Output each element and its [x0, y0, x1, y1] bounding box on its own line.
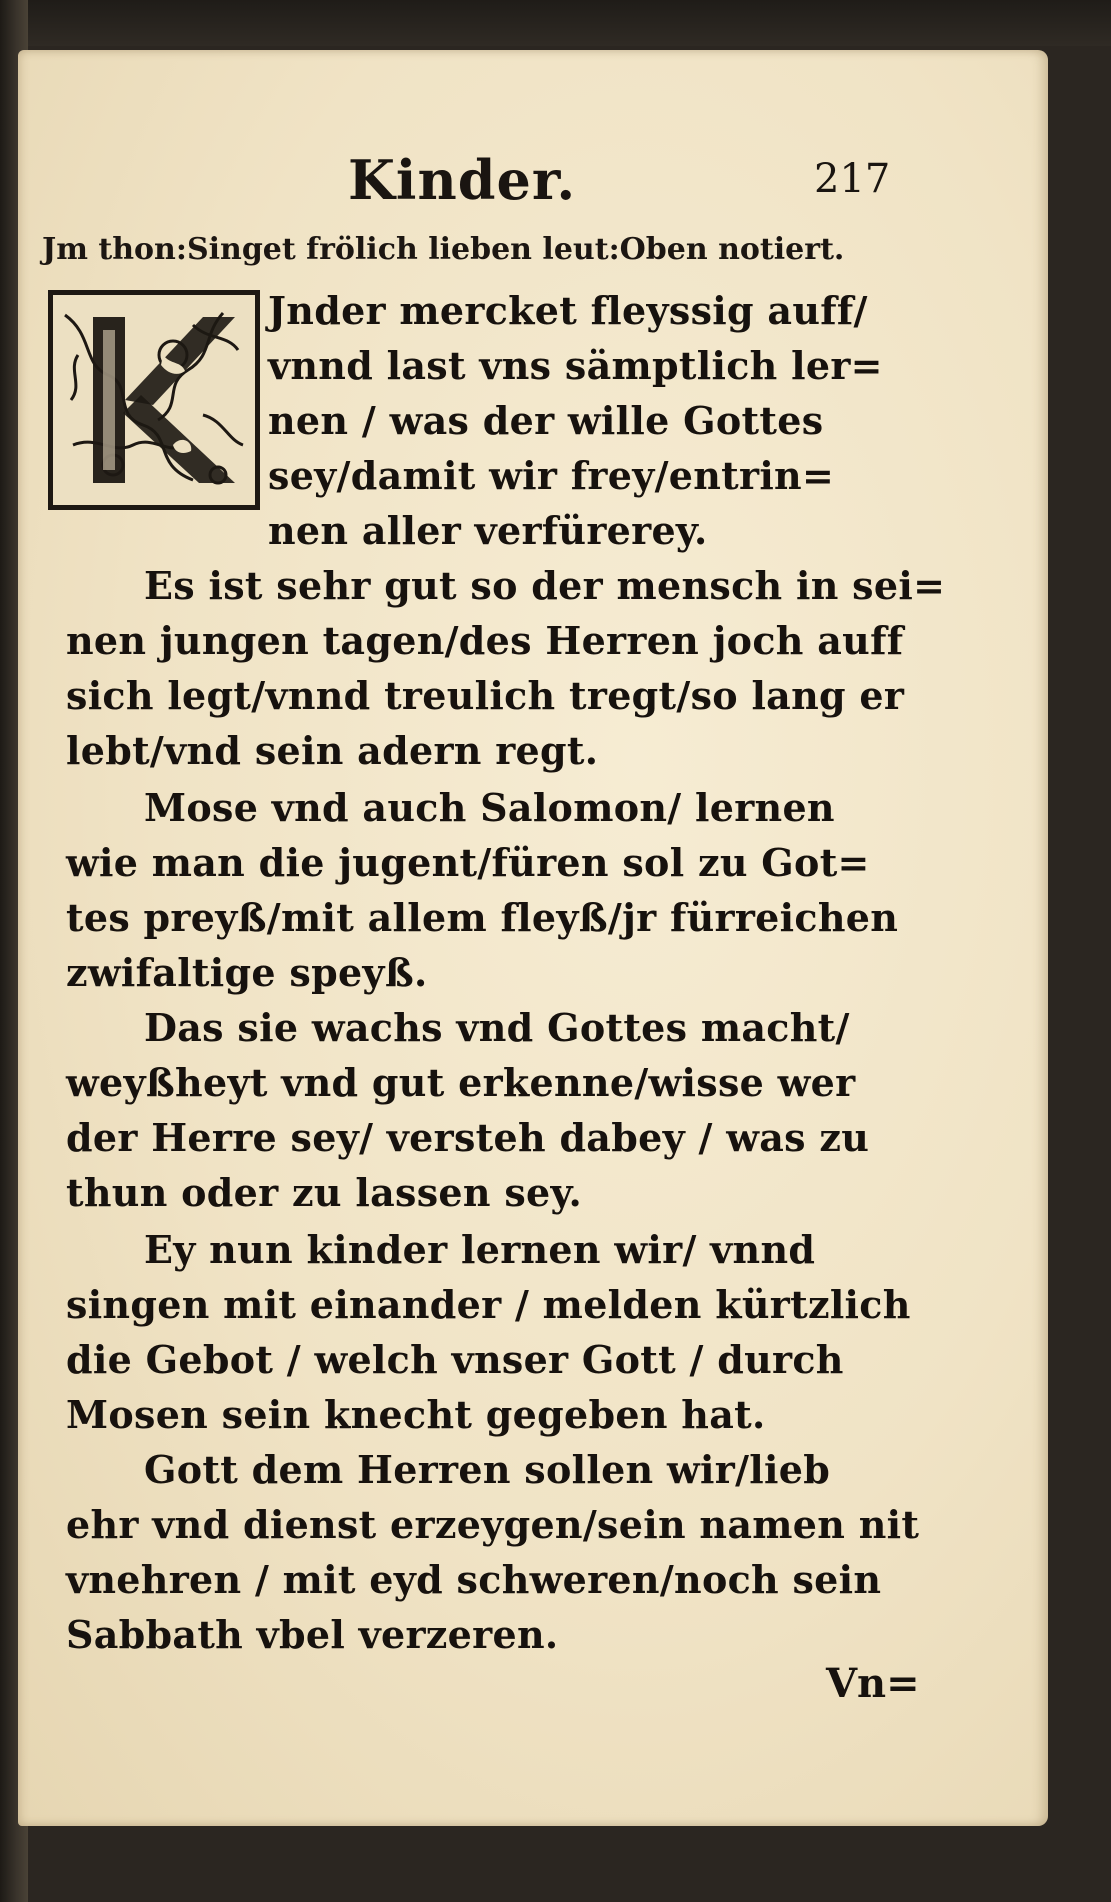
page-header: [18, 148, 1048, 238]
text-line: vnnd last vns sämptlich ler=: [268, 343, 883, 388]
text-line: Das sie wachs vnd Gottes macht/: [144, 1005, 850, 1050]
book-edge-top: [0, 0, 1111, 46]
text-line: Ey nun kinder lernen wir/ vnnd: [144, 1227, 816, 1272]
text-line: thun oder zu lassen sey.: [66, 1170, 583, 1215]
text-line: sich legt/vnnd treulich tregt/so lang er: [66, 673, 905, 718]
text-line: lebt/vnd sein adern regt.: [66, 728, 599, 773]
text-line: nen / was der wille Gottes: [268, 398, 824, 443]
text-line: sey/damit wir frey/entrin=: [268, 453, 835, 498]
text-line: singen mit einander / melden kürtzlich: [66, 1282, 911, 1327]
text-line: der Herre sey/ versteh dabey / was zu: [66, 1115, 870, 1160]
tune-instruction: Jm thon:Singet frölich lieben leut:Oben notiert.: [42, 232, 845, 267]
text-line: Es ist sehr gut so der mensch in sei=: [144, 563, 946, 608]
catchword: Vn=: [826, 1660, 920, 1707]
decorated-initial-k: [48, 290, 260, 510]
text-line: wie man die jugent/füren sol zu Got=: [66, 840, 870, 885]
text-line: Sabbath vbel verzeren.: [66, 1612, 559, 1657]
running-title: Kinder.: [348, 148, 577, 212]
text-line: Mosen sein knecht gegeben hat.: [66, 1392, 766, 1437]
text-line: nen aller verfürerey.: [268, 508, 708, 553]
text-line: weyßheyt vnd gut erkenne/wisse wer: [66, 1060, 856, 1105]
text-line: die Gebot / welch vnser Gott / durch: [66, 1337, 844, 1382]
text-line: nen jungen tagen/des Herren joch auff: [66, 618, 904, 663]
ornamental-initial-graphic: [53, 295, 255, 505]
text-line: Jnder mercket fleyssig auff/: [268, 288, 868, 333]
page-number: 217: [814, 156, 891, 202]
text-line: Gott dem Herren sollen wir/lieb: [144, 1447, 831, 1492]
text-line: vnehren / mit eyd schweren/noch sein: [66, 1557, 882, 1602]
text-line: tes preyß/mit allem fleyß/jr fürreichen: [66, 895, 899, 940]
book-page: [18, 50, 1048, 1826]
text-line: Mose vnd auch Salomon/ lernen: [144, 785, 835, 830]
text-line: zwifaltige speyß.: [66, 950, 428, 995]
text-line: ehr vnd dienst erzeygen/sein namen nit: [66, 1502, 920, 1547]
